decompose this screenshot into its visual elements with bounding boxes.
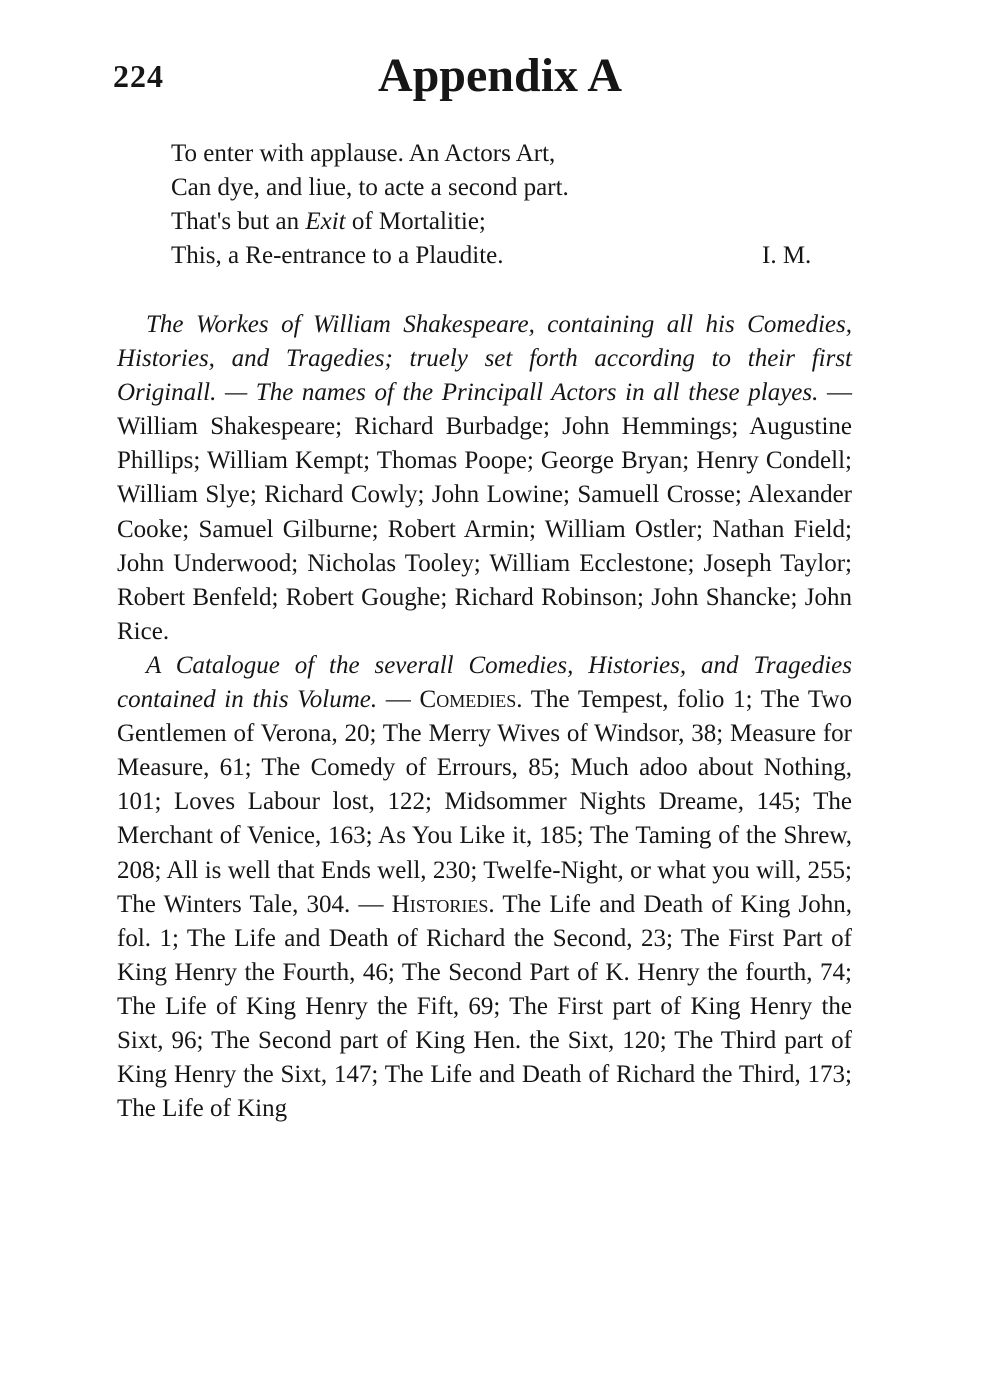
paragraph-catalogue: A Catalogue of the severall Comedies, Histories, and Tragedies contained in this Volume. — Comedies. The Tempest, folio 1; The Two Gentlemen of Verona, 20; The Merry Wives of Windsor, 38; Measure for Measure, 61; The Comedy of Errours, 85; Much adoo about Nothing, 101; Loves Labour lost, 122; Midsommer Nights Dreame, 145; The Merchant of Venice, 163; As You Like it, 185; The Taming of the Shrew, 208; All is well that Ends well, 230; Twelfe-Night, or what you will, 255; The Winters Tale, 304. — Histories. The Life and Death of King John, fol. 1; The Life and Death of Richard the Second, 23; The First Part of King Henry the Fourth, 46; The Second Part of K. Henry the fourth, 74; The Life of King Henry the Fift, 69; The First part of King Henry the Sixt, 96; The Second part of King Hen. the Sixt, 120; The Third part of King Henry the Sixt, 147; The Life and Death of Richard the Third, 173; The Life of King (117, 651, 852, 1123)
comedies-list: . The Tempest, folio 1; The Two Gentlemen of Verona, 20; The Merry Wives of Windsor, 38; Measure for Measure, 61; The Comedy of Errours, 85; Much adoo about Nothing, 101; Loves Labour lost, 122; Midsommer Nights Dreame, 145; The Merchant of Venice, 163; As You Like it, 185; The Taming of the Shrew, 208; All is well that Ends well, 230; Twelfe-Night, or what you will, 255; The Winters Tale, 304. — (117, 686, 852, 918)
verse-initials: I. M. (762, 242, 812, 269)
histories-list: . The Life and Death of King John, fol. 1; The Life and Death of Richard the Second, 23; The First Part of King Henry the Fourth, 46; The Second Part of K. Henry the fourth, 74; The Life of King Henry the Fift, 69; The First part of King Henry the Sixt, 96; The Second part of King Hen. the Sixt, 120; The Third part of King Henry the Sixt, 147; The Life and Death of Richard the Third, 173; The Life of King (117, 890, 852, 1123)
paragraph-actors (117, 308, 852, 649)
paragraph-actors-italic: The Workes of William Shakespeare, containing all his Comedies, Histories, and Tragedies; truely set forth according to their first Originall. — The names of the Principall Actors in all these playes. (117, 311, 852, 407)
heading-histories: Histories (391, 890, 489, 918)
running-head: Appendix A (377, 49, 623, 102)
verse-block (171, 137, 851, 273)
verse-line-3: That's but an Exit of Mortalitie; (171, 208, 486, 235)
verse-line-4: This, a Re-entrance to a Plaudite. I. M. (171, 239, 851, 273)
paragraph-catalogue-italic: A Catalogue of the severall Comedies, Histories, and Tragedies contained in this Volume. (117, 651, 852, 714)
paragraph-actors-text: — William Shakespeare; Richard Burbadge; John Hemmings; Augustine Phillips; William Kempt; Thomas Poope; George Bryan; Henry Condell; William Slye; Richard Cowly; John Lowine; Samuell Crosse; Alexander Cooke; Samuel Gilburne; Robert Armin; William Ostler; Nathan Field; John Underwood; Nicholas Tooley; William Ecclestone; Joseph Taylor; Robert Benfeld; Robert Goughe; Richard Robinson; John Shancke; John Rice. (117, 379, 853, 645)
body-text (117, 308, 852, 1126)
heading-comedies: Comedies (419, 686, 517, 714)
verse-line-1: To enter with applause. An Actors Art, (171, 140, 556, 167)
verse-line-2: Can dye, and liue, to acte a second part. (171, 174, 569, 201)
page-number: 224 (113, 58, 164, 94)
